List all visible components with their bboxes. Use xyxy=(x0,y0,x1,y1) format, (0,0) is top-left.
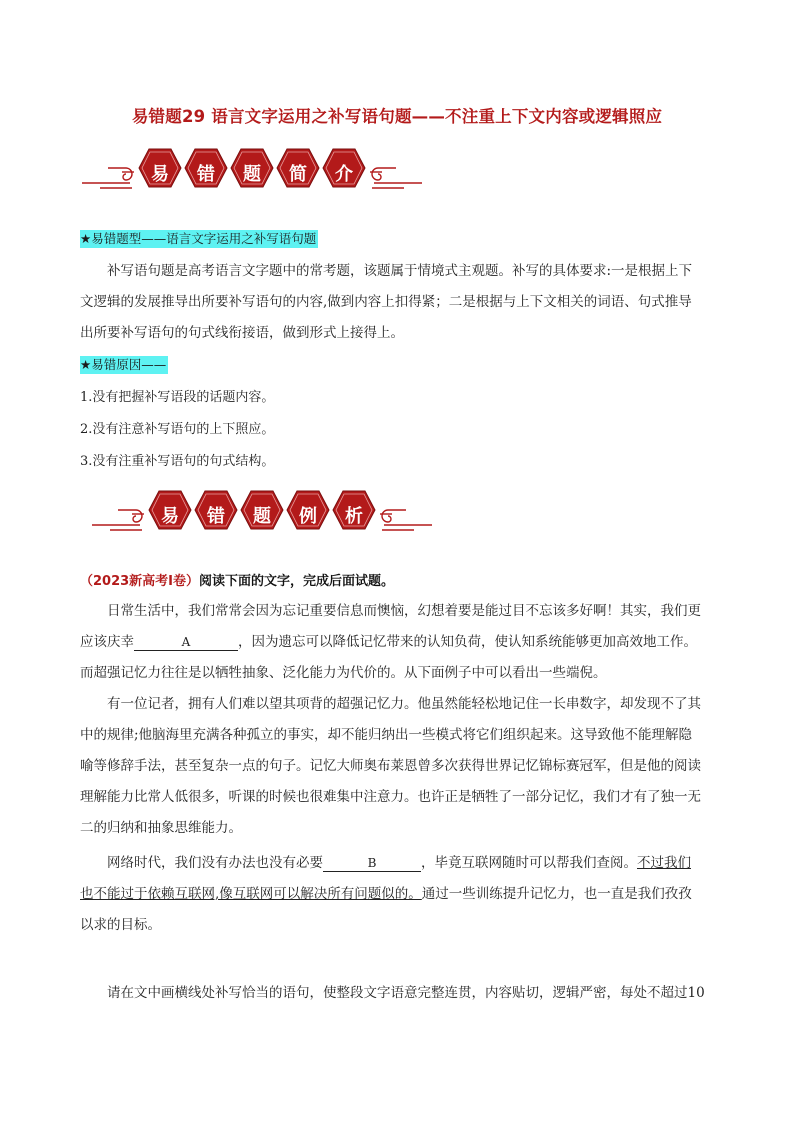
banner-char: 题 xyxy=(253,506,271,527)
banner-char: 易 xyxy=(161,506,179,527)
passage-line: 喻等修辞手法，甚至复杂一点的句子。记忆大师奥布莱恩曾多次获得世界记忆锦标赛冠军，但是他的阅读 xyxy=(80,758,701,774)
source-tag: （2023新高考Ⅰ卷） xyxy=(80,574,200,589)
type-heading: ★易错题型——语言文字运用之补写语句题 xyxy=(80,231,317,246)
passage-line: 中的规律;他脑海里充满各种孤立的事实，却不能归纳出一些模式将它们组织起来。这导致他不能理解隐 xyxy=(80,727,693,743)
page-title: 易错题29 语言文字运用之补写语句题——不注重上下文内容或逻辑照应 xyxy=(131,107,663,126)
passage-text: ，因为遗忘可以降低记忆带来的认知负荷，使认知系统能够更加高效地工作。 xyxy=(238,634,697,650)
question-prompt xyxy=(80,978,714,1009)
intro-line: 补写语句题是高考语言文字题中的常考题，该题属于情境式主观题。补写的具体要求:一是根据上下 xyxy=(107,263,693,279)
intro-paragraph xyxy=(80,256,714,349)
reason-item: 1.没有把握补写语段的话题内容。 xyxy=(80,390,275,405)
intro-line: 出所要补写语句的句式线衔接语，做到形式上接得上。 xyxy=(80,325,404,341)
intro-line: 文逻辑的发展推导出所要补写语句的内容,做到内容上扣得紧；二是根据与上下文相关的词语、句式推导 xyxy=(80,294,692,310)
blank-b: B xyxy=(323,855,421,872)
source-instruction: 阅读下面的文字，完成后面试题。 xyxy=(199,574,395,589)
question-source xyxy=(80,570,394,589)
reason-item: 3.没有注重补写语句的句式结构。 xyxy=(80,454,275,469)
passage-text: 网络时代，我们没有办法也没有必要 xyxy=(107,855,323,871)
banner-char: 介 xyxy=(335,164,353,185)
section-banner-intro xyxy=(80,148,425,206)
passage-line: 二的归纳和抽象思维能力。 xyxy=(80,820,242,836)
banner-char: 例 xyxy=(299,506,317,527)
blank-a: A xyxy=(134,634,238,651)
underlined-text: 也不能过于依赖互联网,像互联网可以解决所有问题似的。 xyxy=(80,886,422,902)
passage-line xyxy=(80,627,714,658)
banner-char: 错 xyxy=(197,164,215,185)
passage-line: 有一位记者，拥有人们难以望其项背的超强记忆力。他虽然能轻松地记住一长串数字，却发现不了其 xyxy=(107,696,701,712)
reason-item: 2.没有注意补写语句的上下照应。 xyxy=(80,422,275,437)
passage-line xyxy=(80,879,714,910)
passage-paragraph-2 xyxy=(80,689,714,844)
question-line: 请在文中画横线处补写恰当的语句，使整段文字语意完整连贯，内容贴切，逻辑严密，每处不超过10 xyxy=(107,985,705,1001)
banner-char: 题 xyxy=(243,164,261,185)
passage-line: 以求的目标。 xyxy=(80,917,161,933)
passage-line xyxy=(80,848,714,879)
passage-line: 而超强记忆力往往是以牺牲抽象、泛化能力为代价的。从下面例子中可以看出一些端倪。 xyxy=(80,665,607,681)
reason-heading: ★易错原因—— xyxy=(80,357,167,372)
underlined-text: 不过我们 xyxy=(637,855,691,871)
passage-line: 理解能力比常人低很多，听课的时候也很难集中注意力。也许正是牺牲了一部分记忆，我们才有了独一无 xyxy=(80,789,701,805)
banner-char: 易 xyxy=(151,164,169,185)
passage-text: ，毕竟互联网随时可以帮我们查阅。 xyxy=(421,855,637,871)
passage-paragraph-3 xyxy=(80,848,714,941)
banner-char: 析 xyxy=(345,506,363,527)
banner-char: 错 xyxy=(207,506,225,527)
banner-char: 简 xyxy=(289,164,307,185)
passage-line: 日常生活中，我们常常会因为忘记重要信息而懊恼，幻想着要是能过目不忘该多好啊！其实，我们更 xyxy=(107,603,701,619)
passage-paragraph-1 xyxy=(80,596,714,689)
section-banner-examples xyxy=(90,490,435,548)
passage-text: 应该庆幸 xyxy=(80,634,134,650)
passage-text: 通过一些训练提升记忆力，也一直是我们孜孜 xyxy=(421,886,692,902)
